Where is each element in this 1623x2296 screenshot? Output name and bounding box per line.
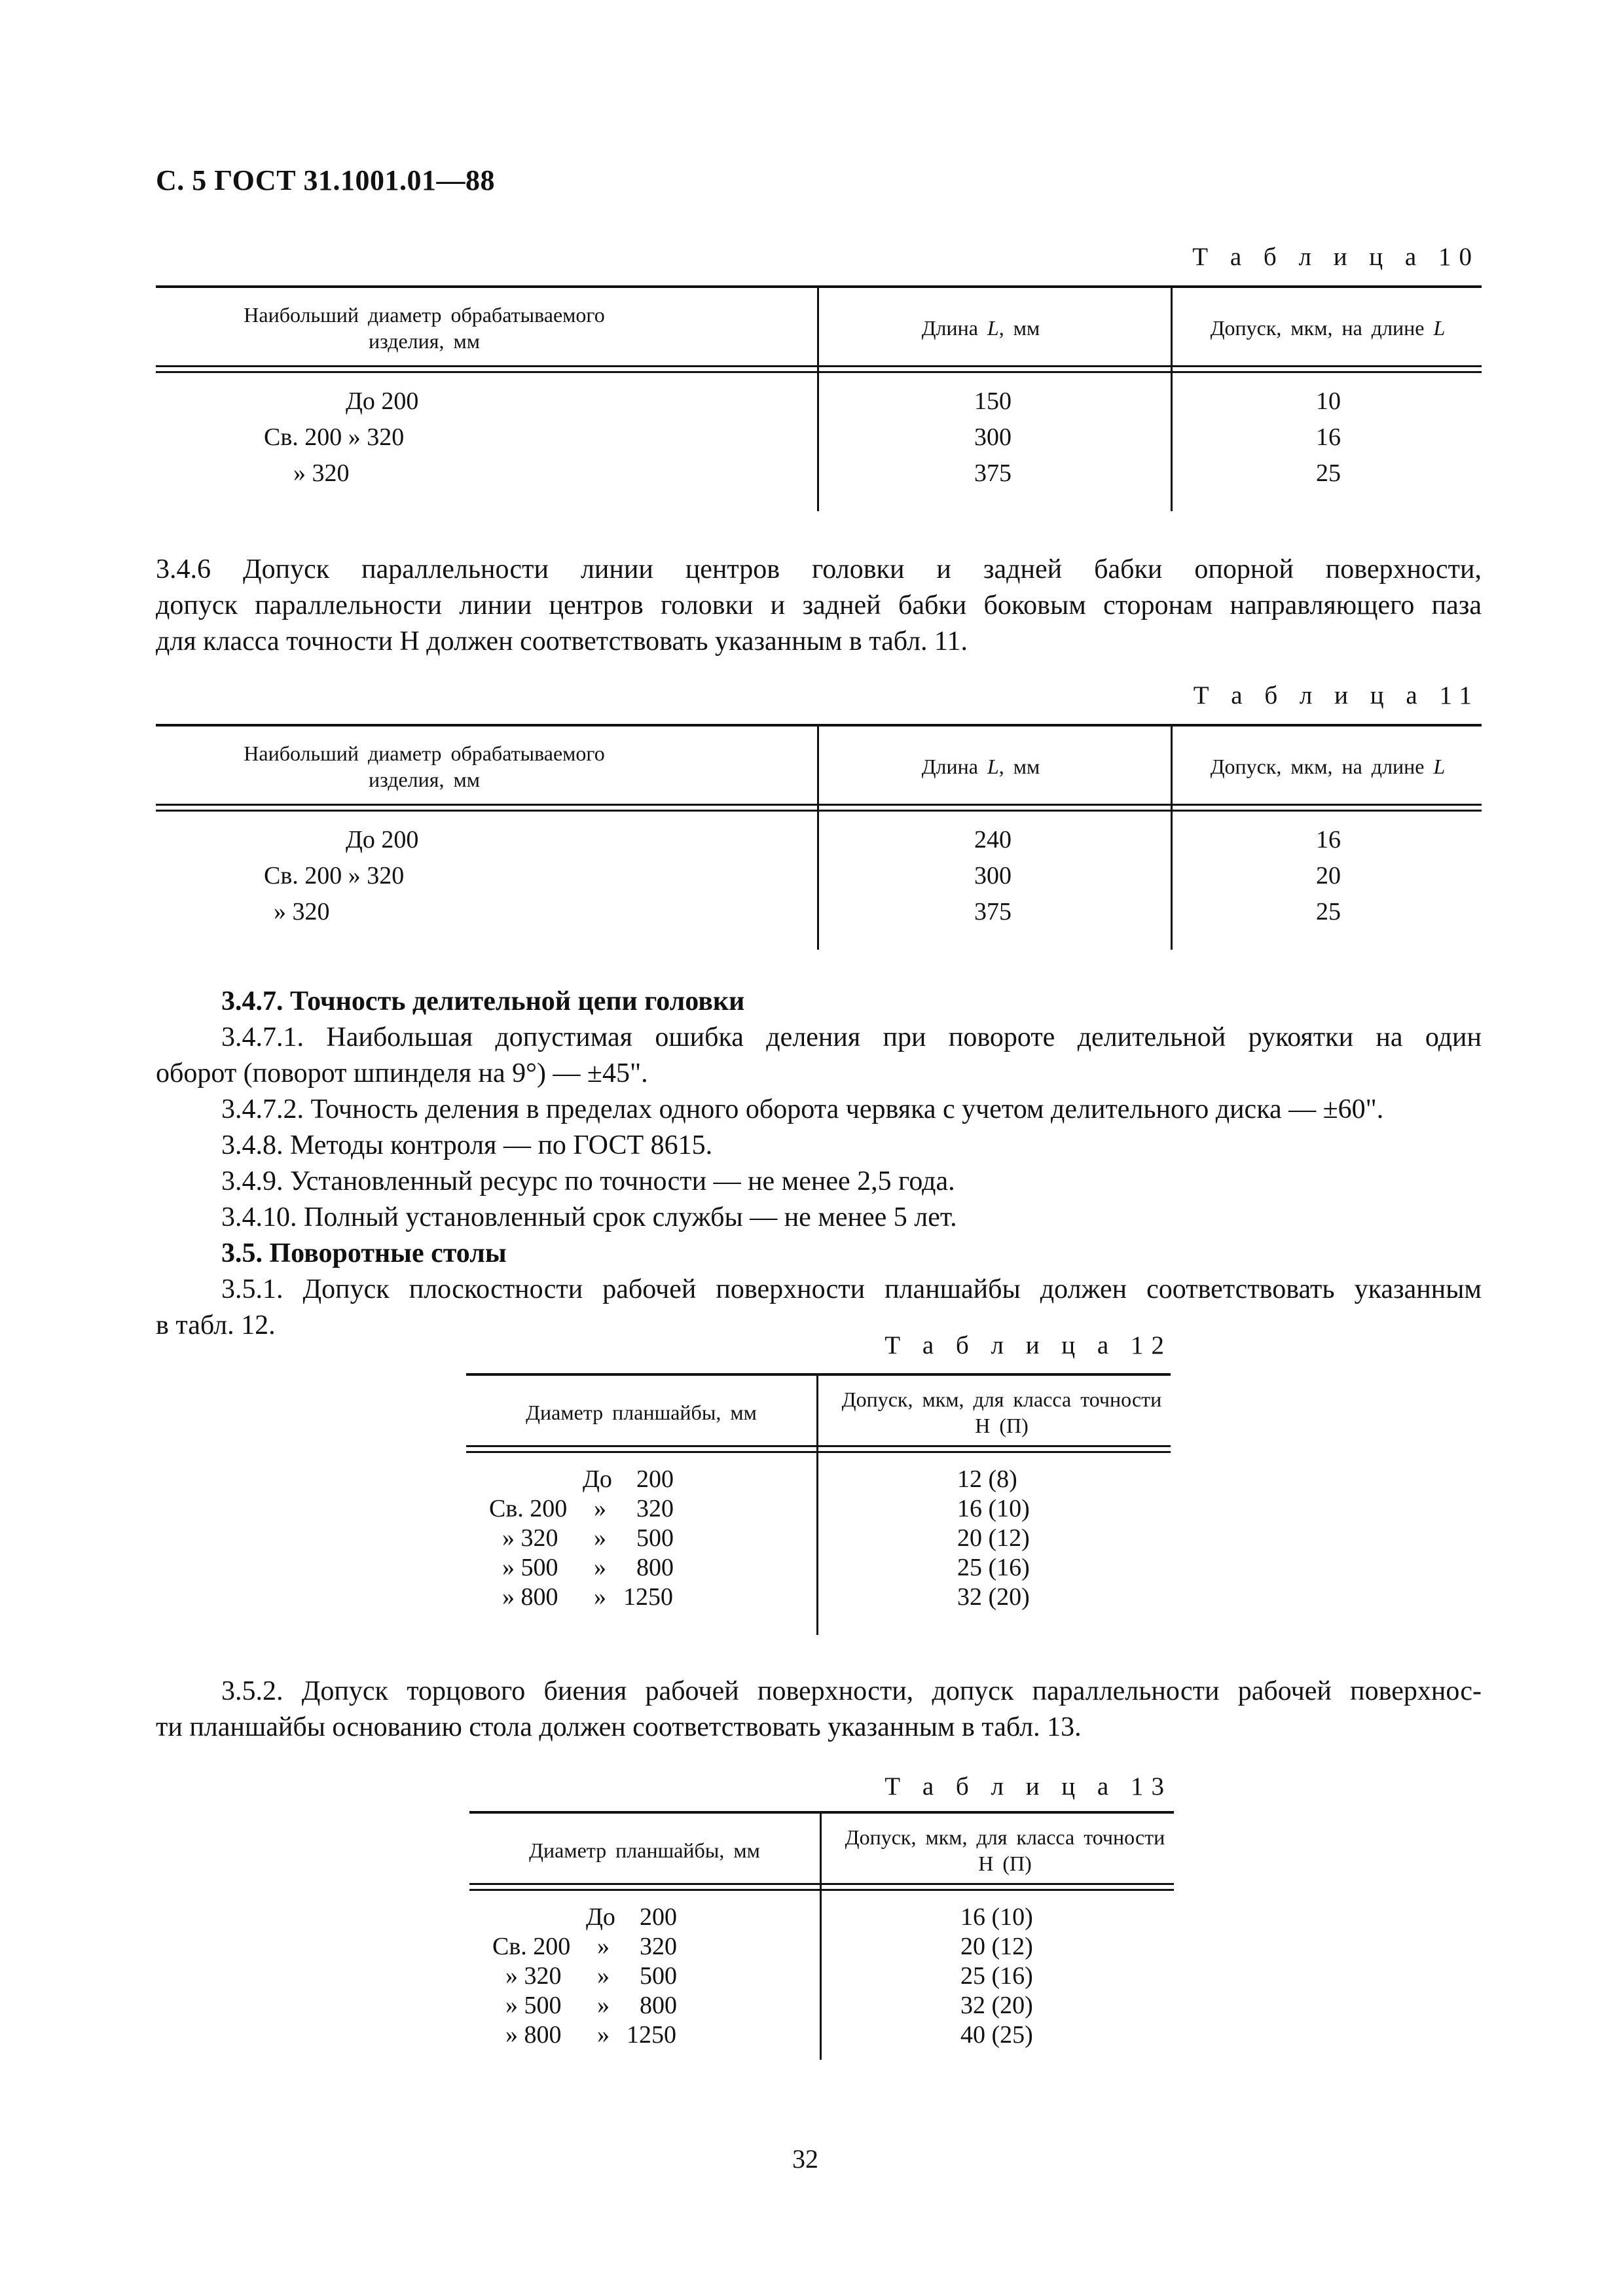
table-divider xyxy=(820,1814,822,2060)
table-12-header-diameter: Диаметр планшайбы, мм xyxy=(526,1401,757,1424)
table-rule xyxy=(469,1883,1174,1885)
table-cell: 800 xyxy=(636,1554,674,1581)
table-cell: » 320 xyxy=(502,1524,558,1552)
page-header: С. 5 ГОСТ 31.1001.01—88 xyxy=(156,164,496,196)
table-cell: 25 (16) xyxy=(960,1962,1033,1990)
table-rule xyxy=(469,1811,1174,1814)
table-cell: 375 xyxy=(974,898,1012,925)
table-rule xyxy=(466,1451,1171,1453)
table-cell: 16 (10) xyxy=(957,1495,1030,1522)
table-cell: 32 (20) xyxy=(960,1992,1033,2019)
table-cell: До 200 xyxy=(346,826,419,853)
paragraph-3-4-6 xyxy=(156,552,1482,660)
table-10-header-diameter: Наибольший диаметр обрабатываемого изделия, мм xyxy=(244,303,605,353)
text-line: 3.4.10. Полный установленный срок службы — не менее 5 лет. xyxy=(221,1202,957,1232)
table-10 xyxy=(156,285,1482,511)
table-cell: 12 (8) xyxy=(957,1465,1017,1493)
table-13-caption: Т а б л и ц а 13 xyxy=(884,1772,1172,1801)
table-13-header-tolerance: Допуск, мкм, для класса точности Н (П) xyxy=(845,1825,1165,1875)
text-line: ти планшайбы основанию стола должен соответствовать указанным в табл. 13. xyxy=(156,1712,1082,1742)
table-13-header-diameter: Диаметр планшайбы, мм xyxy=(529,1839,760,1862)
text-line: 3.4.8. Методы контроля — по ГОСТ 8615. xyxy=(221,1130,713,1160)
text-line: для класса точности Н должен соответствовать указанным в табл. 11. xyxy=(156,626,968,656)
table-11 xyxy=(156,724,1482,950)
text-line: 3.5.2. Допуск торцового биения рабочей поверхности, допуск параллельности рабочей поверхнос- xyxy=(221,1676,1482,1706)
table-rule xyxy=(469,1889,1174,1891)
table-rule xyxy=(466,1373,1171,1376)
page-number: 32 xyxy=(792,2144,818,2174)
table-cell: 375 xyxy=(974,459,1012,487)
table-10-caption: Т а б л и ц а 10 xyxy=(1192,243,1480,271)
table-cell: » 500 xyxy=(505,1992,562,2019)
table-cell: 320 xyxy=(640,1933,677,1960)
table-cell: 16 xyxy=(1316,826,1341,853)
table-cell: 1250 xyxy=(623,1583,673,1611)
paragraph-3-5-2 xyxy=(156,1674,1482,1746)
table-cell: 800 xyxy=(640,1992,677,2019)
table-cell: 16 (10) xyxy=(960,1903,1033,1931)
table-cell: » 500 xyxy=(502,1554,558,1581)
table-cell: 40 (25) xyxy=(960,2021,1033,2049)
table-cell: 16 xyxy=(1316,423,1341,451)
text-line: оборот (поворот шпинделя на 9°) — ±45". xyxy=(156,1058,648,1088)
table-cell: 200 xyxy=(636,1465,674,1493)
table-cell: Св. 200 » 320 xyxy=(264,862,405,889)
table-13 xyxy=(469,1811,1174,2060)
text-line: в табл. 12. xyxy=(156,1310,276,1340)
table-cell: » xyxy=(594,1554,606,1581)
table-cell: Св. 200 xyxy=(489,1495,568,1522)
table-cell: » xyxy=(594,1524,606,1552)
text-line: допуск параллельности линии центров головки и задней бабки боковым сторонам направляющего паза xyxy=(156,590,1482,620)
table-cell: До 200 xyxy=(346,387,419,415)
table-cell: 20 (12) xyxy=(960,1933,1033,1960)
table-cell: 200 xyxy=(640,1903,677,1931)
table-cell: 25 xyxy=(1316,459,1341,487)
table-divider xyxy=(1171,726,1173,950)
table-cell: Св. 200 xyxy=(492,1933,571,1960)
table-cell: 1250 xyxy=(627,2021,676,2049)
table-cell: » xyxy=(594,1495,606,1522)
table-cell: » 800 xyxy=(502,1583,558,1611)
section-3-4-7 xyxy=(156,984,1482,1344)
table-cell: » xyxy=(597,1992,610,2019)
table-cell: » xyxy=(597,2021,610,2049)
table-cell: » 320 xyxy=(274,898,330,925)
table-12-header-tolerance: Допуск, мкм, для класса точности Н (П) xyxy=(841,1388,1162,1437)
table-11-header-diameter: Наибольший диаметр обрабатываемого изделия, мм xyxy=(244,742,605,791)
table-cell: 500 xyxy=(640,1962,677,1990)
table-cell: 500 xyxy=(636,1524,674,1552)
text-line: 3.5.1. Допуск плоскостности рабочей поверхности планшайбы должен соответствовать указанным xyxy=(221,1274,1482,1304)
table-11-caption: Т а б л и ц а 11 xyxy=(1193,681,1480,709)
table-cell: До xyxy=(586,1903,615,1931)
table-cell: 25 xyxy=(1316,898,1341,925)
table-12-caption: Т а б л и ц а 12 xyxy=(884,1331,1172,1359)
table-11-header-length: Длина L, мм xyxy=(921,755,1040,778)
text-line: 3.4.6 Допуск параллельности линии центров головки и задней бабки опорной поверхности, xyxy=(156,554,1482,584)
table-cell: Св. 200 » 320 xyxy=(264,423,405,451)
table-cell: » 320 xyxy=(505,1962,562,1990)
table-cell: » 320 xyxy=(293,459,350,487)
table-rule xyxy=(466,1445,1171,1447)
table-cell: 25 (16) xyxy=(957,1554,1030,1581)
table-divider xyxy=(817,288,819,511)
table-cell: 10 xyxy=(1316,387,1341,415)
table-cell: 150 xyxy=(974,387,1012,415)
table-cell: 320 xyxy=(636,1495,674,1522)
section-title: 3.4.7. Точность делительной цепи головки xyxy=(221,986,745,1016)
table-divider xyxy=(816,1376,818,1635)
table-11-header-tolerance: Допуск, мкм, на длине L xyxy=(1210,755,1446,778)
text-line: 3.4.7.1. Наибольшая допустимая ошибка деления при повороте делительной рукоятки на один xyxy=(221,1022,1482,1052)
table-10-header-tolerance: Допуск, мкм, на длине L xyxy=(1210,316,1446,340)
table-cell: » 800 xyxy=(505,2021,562,2049)
table-cell: 240 xyxy=(974,826,1012,853)
table-cell: » xyxy=(594,1583,606,1611)
table-cell: 20 (12) xyxy=(957,1524,1030,1552)
table-cell: 300 xyxy=(974,862,1012,889)
table-10-header-length: Длина L, мм xyxy=(921,316,1040,340)
table-cell: До xyxy=(583,1465,612,1493)
table-cell: 20 xyxy=(1316,862,1341,889)
table-cell: » xyxy=(597,1962,610,1990)
table-divider xyxy=(1171,288,1173,511)
text-line: 3.4.9. Установленный ресурс по точности — не менее 2,5 года. xyxy=(221,1166,955,1196)
table-cell: 32 (20) xyxy=(957,1583,1030,1611)
table-cell: 300 xyxy=(974,423,1012,451)
table-divider xyxy=(817,726,819,950)
table-cell: » xyxy=(597,1933,610,1960)
text-line: 3.4.7.2. Точность деления в пределах одного оборота червяка с учетом делительного диска — ±60". xyxy=(221,1094,1384,1124)
section-title: 3.5. Поворотные столы xyxy=(221,1238,507,1268)
table-12 xyxy=(466,1373,1171,1635)
